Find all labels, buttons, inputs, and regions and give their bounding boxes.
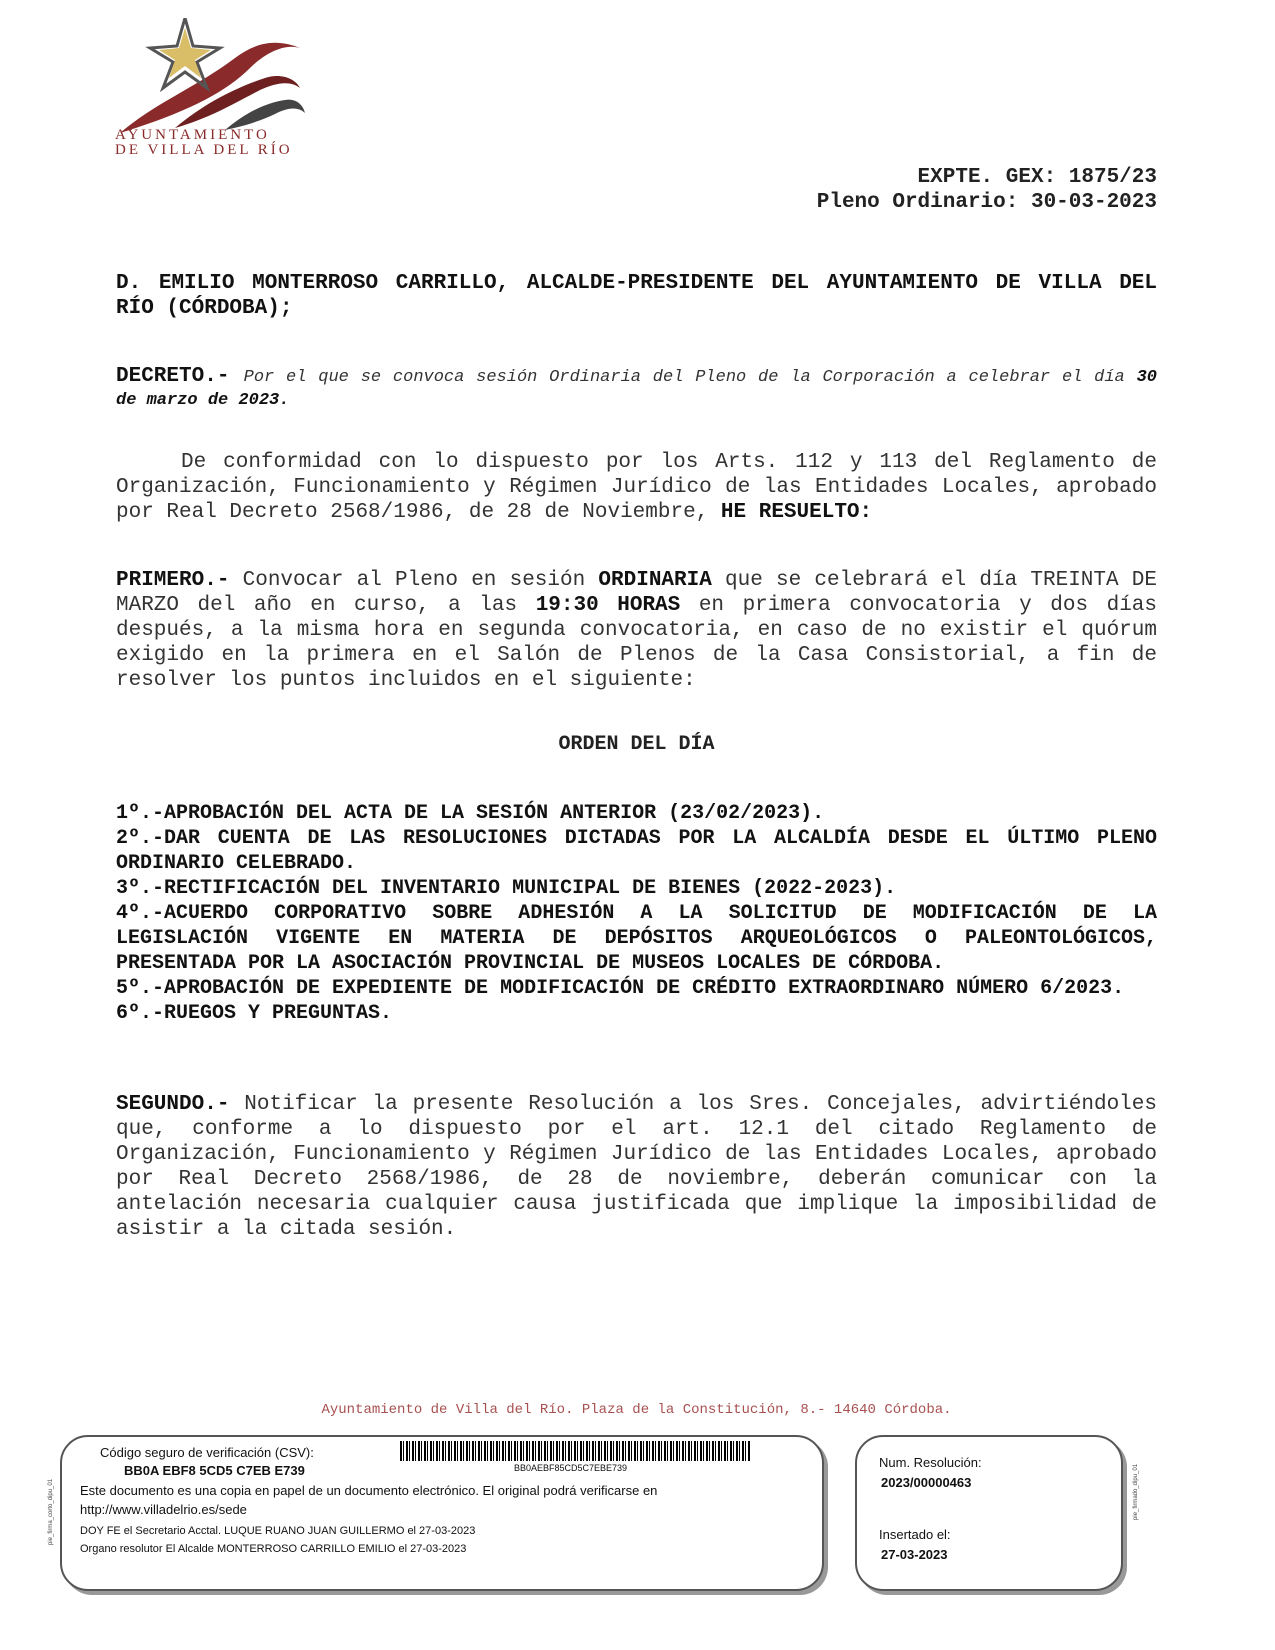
agenda-item: 5º.-APROBACIÓN DE EXPEDIENTE DE MODIFICACIÓN DE CRÉDITO EXTRAORDINARO NÚMERO 6/2023. [116, 977, 1125, 1000]
decreto-date: 30 de marzo de 2023. [116, 368, 1157, 410]
primero-ordinaria: ORDINARIA [598, 569, 712, 592]
primero-text-3: en primera convocatoria y dos días después, a la misma hora en segunda convocatoria, en caso de no existir el quórum exigido en la primera en el Salón de Plenos de la Casa Consistorial, a fin de resolver los puntos incluidos en el siguiente: [116, 594, 1158, 692]
addressee: D. EMILIO MONTERROSO CARRILLO, ALCALDE-PRESIDENTE DEL AYUNTAMIENTO DE VILLA DEL RÍO (CÓRDOBA); [116, 272, 1157, 320]
municipal-logo [115, 18, 315, 168]
agenda-item: 1º.-APROBACIÓN DEL ACTA DE LA SESIÓN ANTERIOR (23/02/2023). [116, 802, 825, 825]
resolution-num: 2023/00000463 [881, 1475, 972, 1490]
side-code-right: pie_firmado_dipu_01 [1133, 1463, 1139, 1520]
agenda-item: 2º.-DAR CUENTA DE LAS RESOLUCIONES DICTADAS POR LA ALCALDÍA DESDE EL ÚLTIMO PLENO ORDINARIO CELEBRADO. [116, 827, 1157, 875]
segundo-text: Notificar la presente Resolución a los Sres. Concejales, advirtiéndoles que, conforme a lo dispuesto por el art. 12.1 del citado Reglamento de Organización, Funcionamiento y Régimen Jurídico de las Entidades Locales, aprobado por Real Decreto 2568/1986, de 28 de noviembre, deberán comunicar con la antelación necesaria cualquier causa justificada que implique la imposibilidad de asistir a la citada sesión. [116, 1093, 1157, 1241]
decreto-label: DECRETO.- [116, 365, 230, 388]
doy-fe-line: DOY FE el Secretario Acctal. LUQUE RUANO JUAN GUILLERMO el 27-03-2023 [80, 1525, 476, 1537]
pleno-date: Pleno Ordinario: 30-03-2023 [816, 191, 1157, 214]
agenda-item: 6º.-RUEGOS Y PREGUNTAS. [116, 1002, 393, 1025]
conformidad-text: De conformidad con lo dispuesto por los Arts. 112 y 113 del Reglamento de Organización, Funcionamiento y Régimen Jurídico de las Entidades Locales, aprobado por Real Decreto 2568/1986, de 28 de Noviembre, [116, 451, 1157, 524]
csv-code: BB0A EBF8 5CD5 C7EB E739 [124, 1463, 305, 1478]
inserted-date: 27-03-2023 [881, 1547, 948, 1562]
segundo-paragraph [116, 1092, 1157, 1242]
resolution-box [855, 1435, 1123, 1591]
he-resuelto: HE RESUELTO: [720, 501, 873, 524]
decreto-paragraph [116, 366, 1157, 412]
footer-address: Ayuntamiento de Villa del Río. Plaza de la Constitución, 8.- 14640 Córdoba. [321, 1402, 952, 1418]
verification-box [60, 1435, 824, 1591]
logo-emblem-icon [115, 18, 315, 143]
agenda-item: 4º.-ACUERDO CORPORATIVO SOBRE ADHESIÓN A LA SOLICITUD DE MODIFICACIÓN DE LA LEGISLACIÓN VIGENTE EN MATERIA DE DEPÓSITOS ARQUEOLÓGICOS O PALEONTOLÓGICOS, PRESENTADA POR LA ASOCIACIÓN PROVINCIAL DE MUSEOS LOCALES DE CÓRDOBA. [116, 902, 1157, 975]
side-code-left: pie_firma_corto_dipu_01 [48, 1478, 54, 1545]
agenda-item: 3º.-RECTIFICACIÓN DEL INVENTARIO MUNICIPAL DE BIENES (2022-2023). [116, 877, 897, 900]
logo-line1: AYUNTAMIENTO [115, 127, 270, 143]
expte-number: EXPTE. GEX: 1875/23 [917, 166, 1157, 189]
csv-label: Código seguro de verificación (CSV): [100, 1445, 314, 1460]
primero-label: PRIMERO.- [116, 569, 230, 592]
copy-notice: Este documento es una copia en papel de un documento electrónico. El original podrá verificarse en http://www.villadelrio.es/sede [80, 1483, 658, 1517]
decreto-text: Por el que se convoca sesión Ordinaria del Pleno de la Corporación a celebrar el día [243, 368, 1137, 387]
barcode-icon [400, 1441, 750, 1461]
resolution-num-label: Num. Resolución: [879, 1455, 982, 1470]
agenda-list [116, 801, 1157, 1026]
orden-del-dia-title: ORDEN DEL DÍA [558, 733, 715, 756]
conformidad-paragraph [116, 450, 1157, 525]
organo-line: Organo resolutor El Alcalde MONTERROSO CARRILLO EMILIO el 27-03-2023 [80, 1543, 467, 1555]
primero-hora: 19:30 HORAS [535, 594, 681, 617]
logo-line2: DE VILLA DEL RÍO [115, 142, 293, 158]
primero-paragraph [116, 568, 1157, 693]
inserted-label: Insertado el: [879, 1527, 951, 1542]
segundo-label: SEGUNDO.- [116, 1093, 230, 1116]
primero-text-2: que se celebrará el día TREINTA DE MARZO del año en curso, a las [116, 569, 1157, 617]
barcode-text: BB0AEBF85CD5C7EBE739 [514, 1463, 628, 1473]
primero-text-1: Convocar al Pleno en sesión [229, 569, 599, 592]
